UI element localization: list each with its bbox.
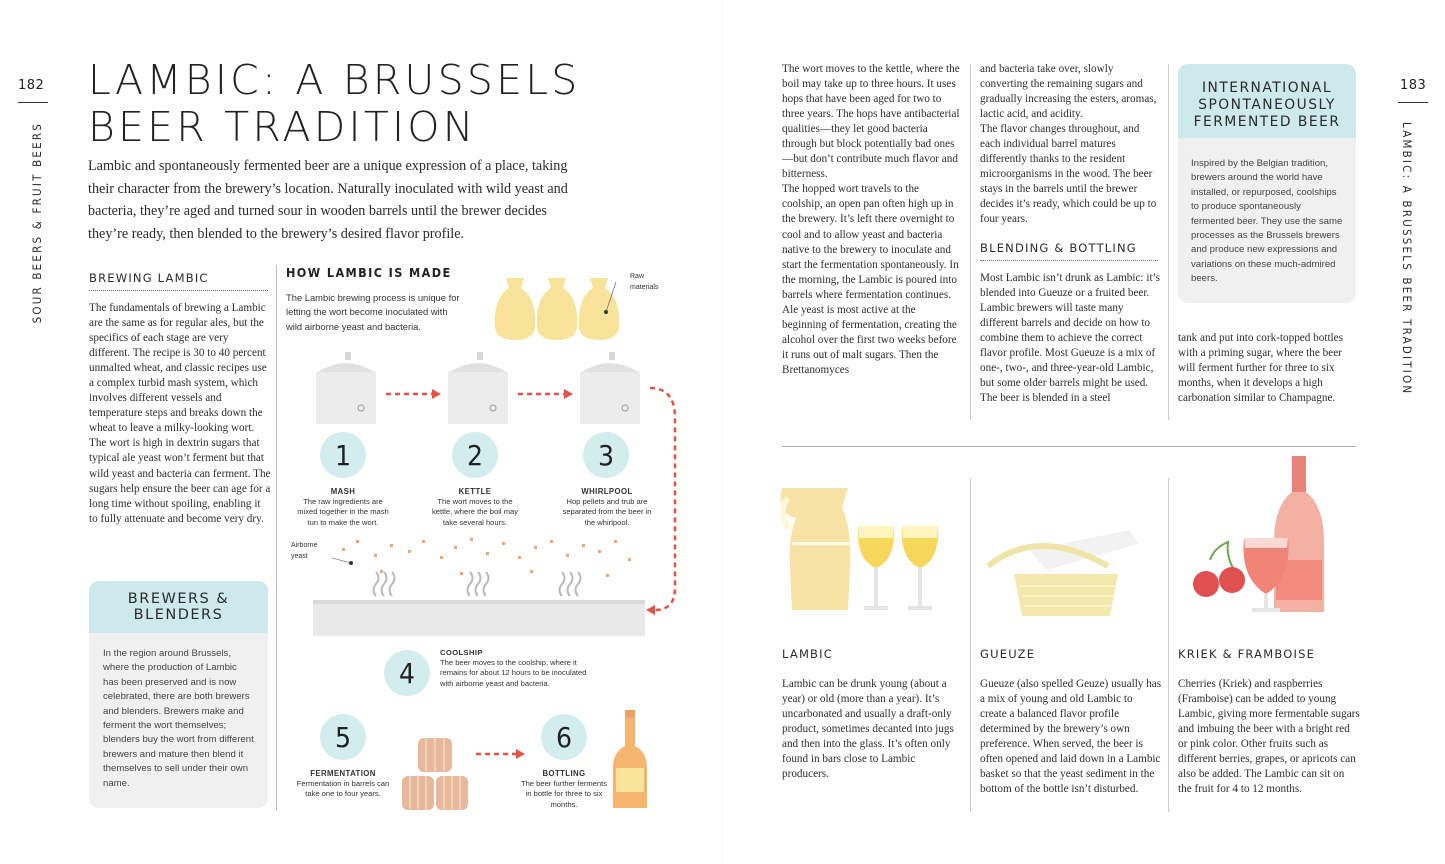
mash-tun-vessel [316, 352, 376, 424]
step-1-caption [294, 487, 392, 528]
grain-sack-2 [537, 278, 577, 340]
steam-icons [374, 572, 581, 596]
title-line-1: LAMBIC: A BRUSSELS [88, 56, 581, 104]
intl-heading-line3: FERMENTED BEER [1193, 114, 1341, 130]
step-4-title: COOLSHIP [440, 648, 483, 657]
gueuze-basket-illustration [980, 530, 1160, 620]
style-kriek-heading: KRIEK & FRAMBOISE [1178, 647, 1316, 661]
kriek-framboise-illustration [1186, 456, 1346, 616]
step-1-text: The raw ingredients are mixed together in the mash tun to make the wort. [297, 497, 389, 527]
step-6-title: BOTTLING [542, 769, 586, 778]
style-kriek-text: Cherries (Kriek) and raspberries (Framboise) can be added to young Lambic, giving more fermentable sugars and imbuing the beer with a bright red or pink color. Other fruits such as different berries, grapes, or apricots can also be added. The Lambic can sit on the fruit for 4 to 12 months. [1178, 678, 1360, 796]
step-5-circle: 5 [320, 714, 366, 760]
intl-heading-line1: INTERNATIONAL [1201, 80, 1333, 96]
step-3-text: Hop pellets and trub are separated from the beer in the whirlpool. [562, 497, 652, 527]
step-5-title: FERMENTATION [310, 769, 376, 778]
raw-materials-label: Raw materials [630, 273, 659, 291]
brewers-heading-line1: BREWERS & [127, 591, 230, 607]
style-divider-2 [1168, 478, 1169, 812]
step-2-title: KETTLE [458, 487, 492, 496]
step-4-caption [440, 648, 590, 689]
page-number-right: 183 [1400, 78, 1427, 93]
brewers-blenders-text: In the region around Brussels, where the production of Lambic has been preserved and is now celebrated, there are both brewers and blenders. Brewers make and ferment the wort themselves; blenders buy the wort from different brewers and mature then blend it themselves to sell under their own name. [103, 648, 254, 789]
international-box [1178, 64, 1356, 303]
page-gutter [722, 0, 723, 864]
step-4-text: The beer moves to the coolship, where it remains for about 12 hours to be inoculated with airborne yeast and bacteria. [440, 658, 587, 688]
cherries [1193, 542, 1245, 597]
running-head-right: LAMBIC: A BRUSSELS BEER TRADITION [1400, 122, 1414, 396]
col2-bottom-text: Most Lambic isn’t drunk as Lambic: it’s blended into Gueuze or a fruited beer. Lambic brewers will taste many different barrels and decide on how to combine them to achieve the correct flavor profile. Most Gueuze is a mix of one-, two-, and three-year-old Lambic, but some older barrels might be used. The beer is blended in a steel [980, 272, 1161, 405]
kettle-vessel [448, 352, 508, 424]
step-1-title: MASH [330, 487, 356, 496]
brewers-blenders-box [89, 581, 268, 808]
step-3-title: WHIRLPOOL [581, 487, 633, 496]
diagram-heading: HOW LAMBIC IS MADE [286, 265, 452, 280]
brewing-lambic-heading: BREWING LAMBIC [89, 271, 268, 291]
international-text: Inspired by the Belgian tradition, brewers around the world have installed, or repurposed, coolships to produce spontaneously fermented beer. They use the same processes as the Brussels brewers and produce new expressions and variations on these much-admired beers. [1191, 158, 1343, 285]
grain-sack-1 [495, 278, 535, 340]
step-6-caption [518, 769, 610, 810]
airborne-yeast-label: Airborne yeast [291, 542, 318, 560]
page-title [88, 57, 580, 151]
whirlpool-vessel [580, 352, 640, 424]
page-divider-right [1398, 102, 1428, 103]
title-line-2: BEER TRADITION [88, 103, 477, 151]
step-3-caption [561, 487, 653, 528]
step-5-text: Fermentation in barrels can take one to four years. [296, 779, 390, 799]
style-gueuze-heading: GUEUZE [980, 647, 1036, 661]
col-divider-1 [970, 64, 971, 420]
diagram-divider [276, 265, 277, 810]
col3-text: tank and put into cork-topped bottles with a priming sugar, where the beer will ferment further for three to six months, when it develops a high carbonation similar to Champagne. [1178, 332, 1343, 405]
step-4-circle: 4 [384, 650, 430, 696]
brewing-lambic-text: The fundamentals of brewing a Lambic are the same as for regular ales, but the specifics of each stage are very different. The recipe is 30 to 40 percent unmalted wheat, and classic recipes use a complex turbid mash system, which involves different vessels and temperature steps and breaks down the wheat to leave a milky-looking wort. The wort is high in dextrin sugars that typical ale yeast won’t ferment but that wild yeast and bacteria can ferment. The sugars help ensure the beer can age for a long time without spoiling, enabling it to fully attenuate and become very dry. [89, 302, 271, 525]
blending-bottling-heading: BLENDING & BOTTLING [980, 241, 1158, 261]
intro-paragraph: Lambic and spontaneously fermented beer are a unique expression of a place, taking their character from the brewery’s location. Naturally inoculated with wild yeast and bacteria, they’re aged and turned sour in wooden barrels until the brewer decides they’re ready, then blended to the brewery’s desired flavor profile. [88, 158, 568, 242]
lambic-jug-glasses-illustration [772, 484, 952, 614]
step-6-circle: 6 [541, 714, 587, 760]
bottle-shape [1274, 456, 1324, 612]
page-divider-left [18, 102, 48, 103]
diagram-intro: The Lambic brewing process is unique for letting the wort become inoculated with wild airborne yeast and bacteria. [286, 292, 460, 332]
style-lambic-heading: LAMBIC [782, 647, 833, 661]
international-heading [1178, 64, 1356, 138]
intl-heading-line2: SPONTANEOUSLY [1198, 97, 1336, 113]
style-gueuze-text: Gueuze (also spelled Geuze) usually has a mix of young and old Lambic to create a balanced flavor profile determined by the brewery’s own preference. When served, the beer is often opened and laid down in a Lambic basket so that the yeast sediment in the bottom of the bottle isn’t disturbed. [980, 678, 1162, 796]
style-divider-1 [970, 478, 971, 812]
page-number-left: 182 [18, 78, 45, 93]
brewers-blenders-heading [89, 581, 268, 633]
step-5-caption [296, 769, 390, 800]
step-3-circle: 3 [583, 432, 629, 478]
section-rule [782, 446, 1356, 447]
barrels-illustration [400, 736, 470, 812]
airborne-yeast-illustration [330, 536, 650, 606]
step-2-caption [430, 487, 520, 528]
bottle-illustration [612, 710, 648, 810]
step-1-circle: 1 [320, 432, 366, 478]
col2-top-text: and bacteria take over, slowly converting the remaining sugars and gradually increasing the esters, aromas, lactic acid, and acidity. The flavor changes throughout, and each individual barrel matures differently thanks to the resident microorganisms in the wood. The beer stays in the barrels until the brewer decides it’s ready, which could be up to four years. [980, 63, 1157, 226]
step-2-text: The wort moves to the kettle, where the boil may take several hours. [431, 497, 519, 527]
running-head-left: SOUR BEERS & FRUIT BEERS [30, 122, 44, 324]
lambic-glass-1 [858, 526, 894, 610]
lambic-glass-2 [902, 526, 938, 610]
raw-materials-illustration [490, 268, 625, 340]
col1-text: The wort moves to the kettle, where the boil may take up to three hours. It uses hops that have been aged for two to three years. The hops have antibacterial qualities—they let good bacteria through but block potentially bad ones—but don’t contribute much flavor and bitterness. The hopped wort travels to the coolship, an open pan often high up in the brewery. It’s left there overnight to cool and to allow yeast and bacteria native to the brewery to inoculate and start the fermentation spontaneously. In the morning, the Lambic is poured into barrels where fermentation continues. Ale yeast is most active at the beginning of fermentation, creating the alcohol over the first two weeks before it runs out of malt sugars. Then the Brettanomyces [782, 63, 960, 376]
brewers-heading-line2: BLENDERS [133, 607, 224, 623]
style-lambic-text: Lambic can be drunk young (about a year) or old (more than a year). It’s uncarbonated and usually a draft-only product, sometimes decanted into jugs and then into the glass. It’s often only found in bars close to Lambic producers. [782, 678, 954, 781]
coolship-illustration [313, 600, 645, 636]
grain-sack-3 [579, 278, 619, 340]
step-2-circle: 2 [452, 432, 498, 478]
col-divider-2 [1168, 64, 1169, 420]
arrow-to-bottling [476, 748, 526, 760]
step-6-text: The beer further ferments in bottle for three to six months. [520, 779, 608, 809]
